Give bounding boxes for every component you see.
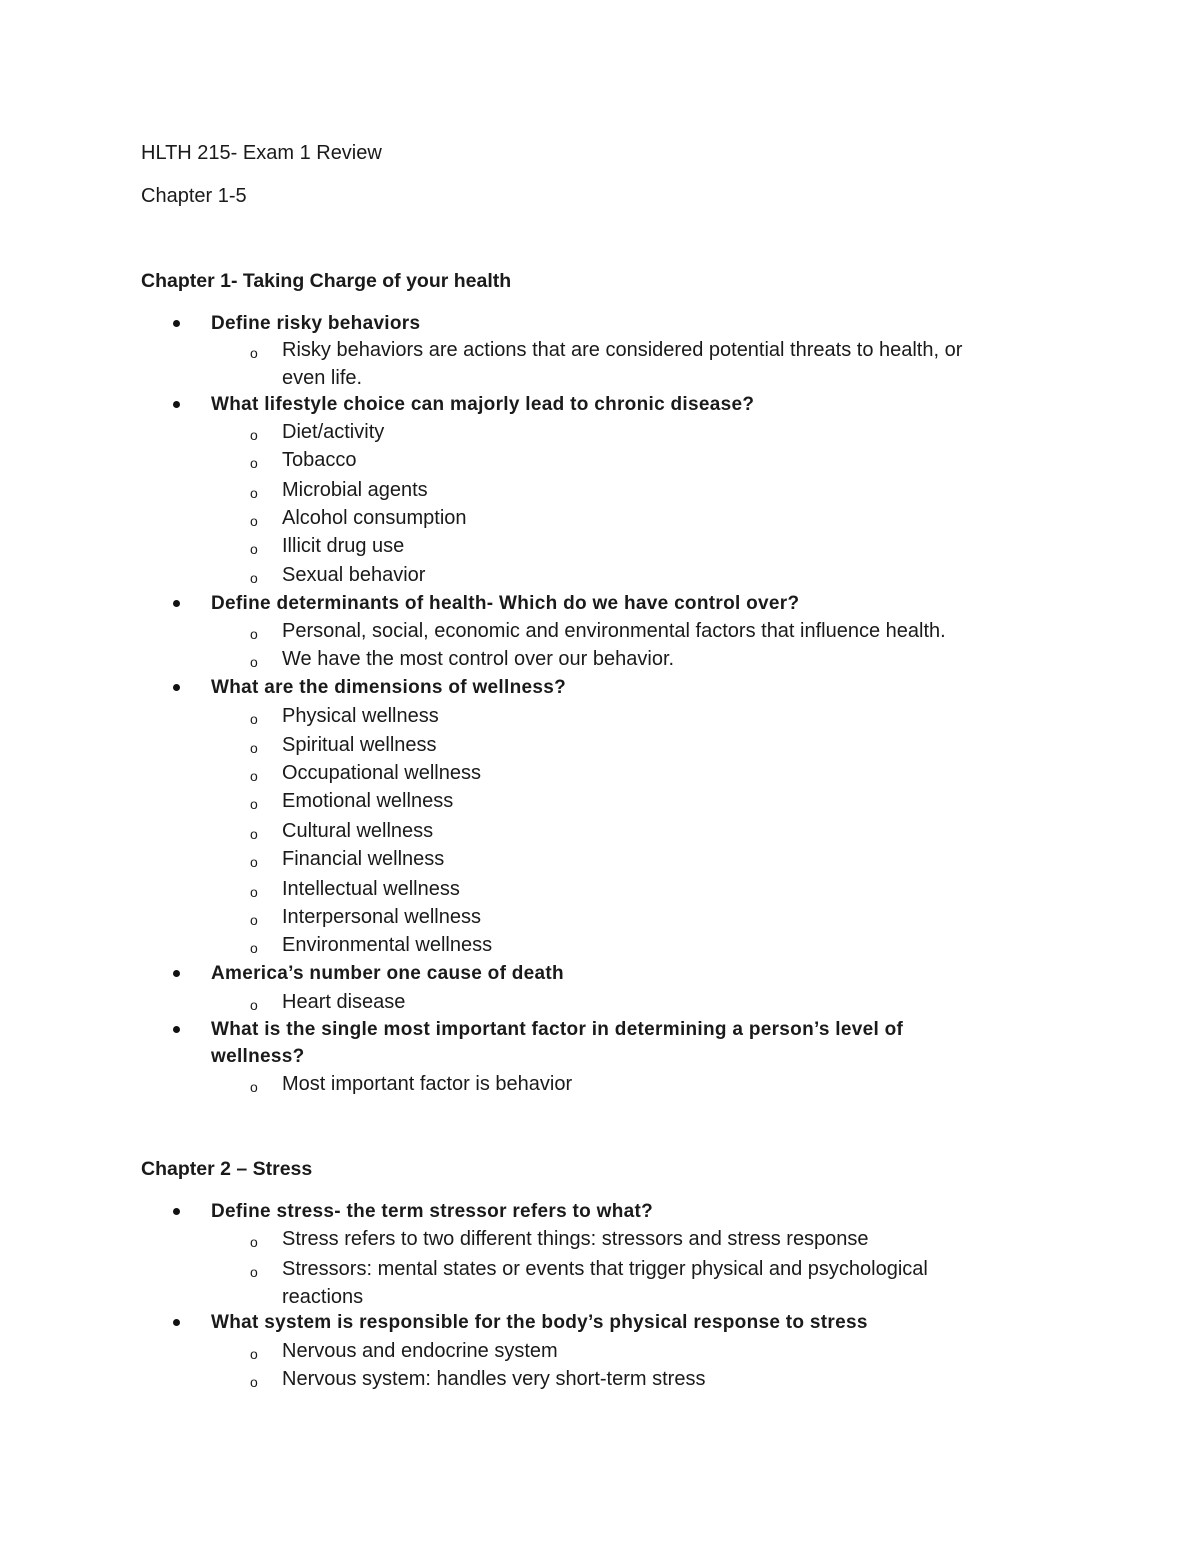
bullet-icon: [172, 1207, 182, 1217]
answer-line: Nervous system: handles very short-term stress: [282, 1368, 706, 1390]
answer-line: Intellectual wellness: [282, 878, 460, 900]
question-1-3: Define determinants of health- Which do we have control over?: [211, 593, 800, 614]
answer-line: Diet/activity: [282, 421, 385, 443]
answer-line: Emotional wellness: [282, 790, 454, 812]
question-1-2: What lifestyle choice can majorly lead to chronic disease?: [211, 394, 755, 415]
question-2-1: Define stress- the term stressor refers to what?: [211, 1201, 654, 1222]
question-2-2: What system is responsible for the body’s physical response to stress: [211, 1312, 868, 1333]
sub-bullet-icon: o: [250, 485, 258, 501]
sub-bullet-icon: o: [250, 427, 258, 443]
question-1-6-continued: wellness?: [211, 1046, 305, 1067]
sub-bullet-icon: o: [250, 626, 258, 642]
answer-line: Cultural wellness: [282, 820, 434, 842]
sub-bullet-icon: o: [250, 740, 258, 756]
sub-bullet-icon: o: [250, 711, 258, 727]
sub-bullet-icon: o: [250, 940, 258, 956]
question-1-4: What are the dimensions of wellness?: [211, 677, 566, 698]
answer-line: Most important factor is behavior: [282, 1073, 573, 1095]
chapter-1-heading: Chapter 1- Taking Charge of your health: [141, 270, 512, 292]
answer-line: Financial wellness: [282, 848, 445, 870]
bullet-icon: [172, 1025, 182, 1035]
sub-bullet-icon: o: [250, 1264, 258, 1280]
answer-line: Nervous and endocrine system: [282, 1340, 558, 1362]
sub-bullet-icon: o: [250, 345, 258, 361]
answer-line: Occupational wellness: [282, 762, 481, 784]
sub-bullet-icon: o: [250, 1079, 258, 1095]
sub-bullet-icon: o: [250, 513, 258, 529]
sub-bullet-icon: o: [250, 654, 258, 670]
answer-line: Risky behaviors are actions that are considered potential threats to health, or: [282, 339, 963, 361]
answer-line: reactions: [282, 1286, 364, 1308]
question-1-6: What is the single most important factor in determining a person’s level of: [211, 1019, 904, 1040]
sub-bullet-icon: o: [250, 854, 258, 870]
sub-bullet-icon: o: [250, 1374, 258, 1390]
answer-line: Microbial agents: [282, 479, 428, 501]
sub-bullet-icon: o: [250, 1234, 258, 1250]
sub-bullet-icon: o: [250, 541, 258, 557]
bullet-icon: [172, 683, 182, 693]
bullet-icon: [172, 319, 182, 329]
document-title: HLTH 215- Exam 1 Review: [141, 142, 382, 164]
bullet-icon: [172, 400, 182, 410]
sub-bullet-icon: o: [250, 796, 258, 812]
answer-line: Physical wellness: [282, 705, 439, 727]
sub-bullet-icon: o: [250, 570, 258, 586]
answer-line: Environmental wellness: [282, 934, 493, 956]
answer-line: Interpersonal wellness: [282, 906, 481, 928]
answer-line: Sexual behavior: [282, 564, 426, 586]
question-1-5: America’s number one cause of death: [211, 963, 564, 984]
answer-line: Spiritual wellness: [282, 734, 437, 756]
bullet-icon: [172, 969, 182, 979]
bullet-icon: [172, 1318, 182, 1328]
sub-bullet-icon: o: [250, 912, 258, 928]
sub-bullet-icon: o: [250, 997, 258, 1013]
answer-line: Tobacco: [282, 449, 357, 471]
sub-bullet-icon: o: [250, 1346, 258, 1362]
chapter-2-heading: Chapter 2 – Stress: [141, 1158, 313, 1180]
sub-bullet-icon: o: [250, 768, 258, 784]
question-1-1: Define risky behaviors: [211, 313, 421, 334]
answer-line: Stressors: mental states or events that trigger physical and psychological: [282, 1258, 928, 1280]
answer-line: Heart disease: [282, 991, 406, 1013]
answer-line: Personal, social, economic and environmental factors that influence health.: [282, 620, 946, 642]
answer-line: even life.: [282, 367, 363, 389]
answer-line: Illicit drug use: [282, 535, 405, 557]
sub-bullet-icon: o: [250, 884, 258, 900]
document-subtitle: Chapter 1-5: [141, 185, 247, 207]
answer-line: Alcohol consumption: [282, 507, 467, 529]
sub-bullet-icon: o: [250, 826, 258, 842]
bullet-icon: [172, 599, 182, 609]
answer-line: We have the most control over our behavior.: [282, 648, 675, 670]
answer-line: Stress refers to two different things: stressors and stress response: [282, 1228, 869, 1250]
sub-bullet-icon: o: [250, 455, 258, 471]
